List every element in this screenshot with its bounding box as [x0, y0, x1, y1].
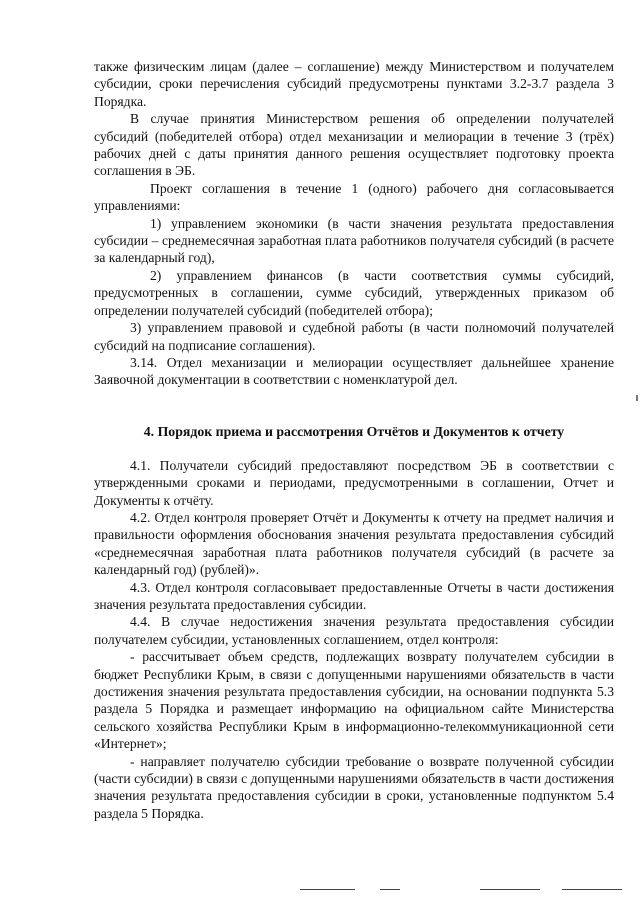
list-item-legal-department: 3) управлением правовой и судебной работы (в части полномочий получателей субсидий на подписание соглашения).: [94, 320, 614, 353]
list-item-finance-department: 2) управлением финансов (в части соответствия суммы субсидий, предусмотренных в соглашении, сумме субсидий, утвержденных приказом об определении получателей субсидий (победителей отбора);: [94, 267, 614, 318]
footer-line: [562, 889, 622, 890]
paragraph-4-2: 4.2. Отдел контроля проверяет Отчёт и Документы к отчету на предмет наличия и правильности оформления обоснования значения результата предоставления субсидий «среднемесячная заработная плата работников получателя субсидий (в расчете за календарный год) (рублей)».: [94, 509, 614, 578]
bullet-send-refund-demand: - направляет получателю субсидии требование о возврате полученной субсидии (части субсидии) в связи с допущенными нарушениями обязательств в части достижения значения результата предоставления субсидии в сроки, установленные подпунктом 5.4 раздела 5 Порядка.: [94, 753, 614, 821]
paragraph-4-4: 4.4. В случае недостижения значения результата предоставления субсидии получателем субсидии, установленных соглашением, отдел контроля:: [94, 614, 614, 647]
paragraph-4-1: 4.1. Получатели субсидий предоставляют посредством ЭБ в соответствии с утвержденными сроками и периодами, предусмотренными в соглашении, Отчет и Документы к отчёту.: [94, 457, 614, 508]
paragraph-4-3: 4.3. Отдел контроля согласовывает предоставленные Отчеты в части достижения значения результата предоставления субсидии.: [94, 579, 614, 612]
footer-line: [380, 889, 400, 890]
footer-scan-lines: [300, 889, 630, 891]
scan-margin-mark: [636, 395, 638, 401]
bullet-calculate-refund: - рассчитывает объем средств, подлежащих возврату получателем субсидии в бюджет Республики Крым, в связи с допущенными нарушениями обязательств в части достижения значения результата предоставления субсидии, на основании подпункта 5.3 раздела 5 Порядка и размещает информацию на официальном сайте Министерства сельского хозяйства Республики Крым в информационно-телекоммуникационной сети «Интернет»;: [94, 649, 614, 752]
paragraph-agreement-approval: Проект соглашения в течение 1 (одного) рабочего дня согласовывается управлениями:: [94, 180, 614, 214]
paragraph-agreement-continuation: также физическим лицам (далее – соглашение) между Министерством и получателем субсидии, сроки перечисления субсидий предусмотрены пунктами 3.2-3.7 раздела 3 Порядка.: [94, 59, 614, 109]
footer-line: [300, 889, 355, 890]
paragraph-3-14: 3.14. Отдел механизации и мелиорации осуществляет дальнейшее хранение Заявочной документации в соответствии с номенклатурой дел.: [94, 354, 614, 388]
footer-line: [480, 889, 540, 890]
section-4-heading: 4. Порядок приема и рассмотрения Отчётов и Документов к отчету: [143, 423, 565, 439]
paragraph-agreement-preparation: В случае принятия Министерством решения об определении получателей субсидий (победителей отбора) отдел механизации и мелиорации в течение 3 (трёх) рабочих дней с даты принятия данного решения осуществляет подготовку проекта соглашения в ЭБ.: [94, 111, 614, 179]
list-item-economics-department: 1) управлением экономики (в части значения результата предоставления субсидии – среднемесячная заработная плата работников получателя субсидий (в расчете за календарный год),: [94, 215, 614, 266]
